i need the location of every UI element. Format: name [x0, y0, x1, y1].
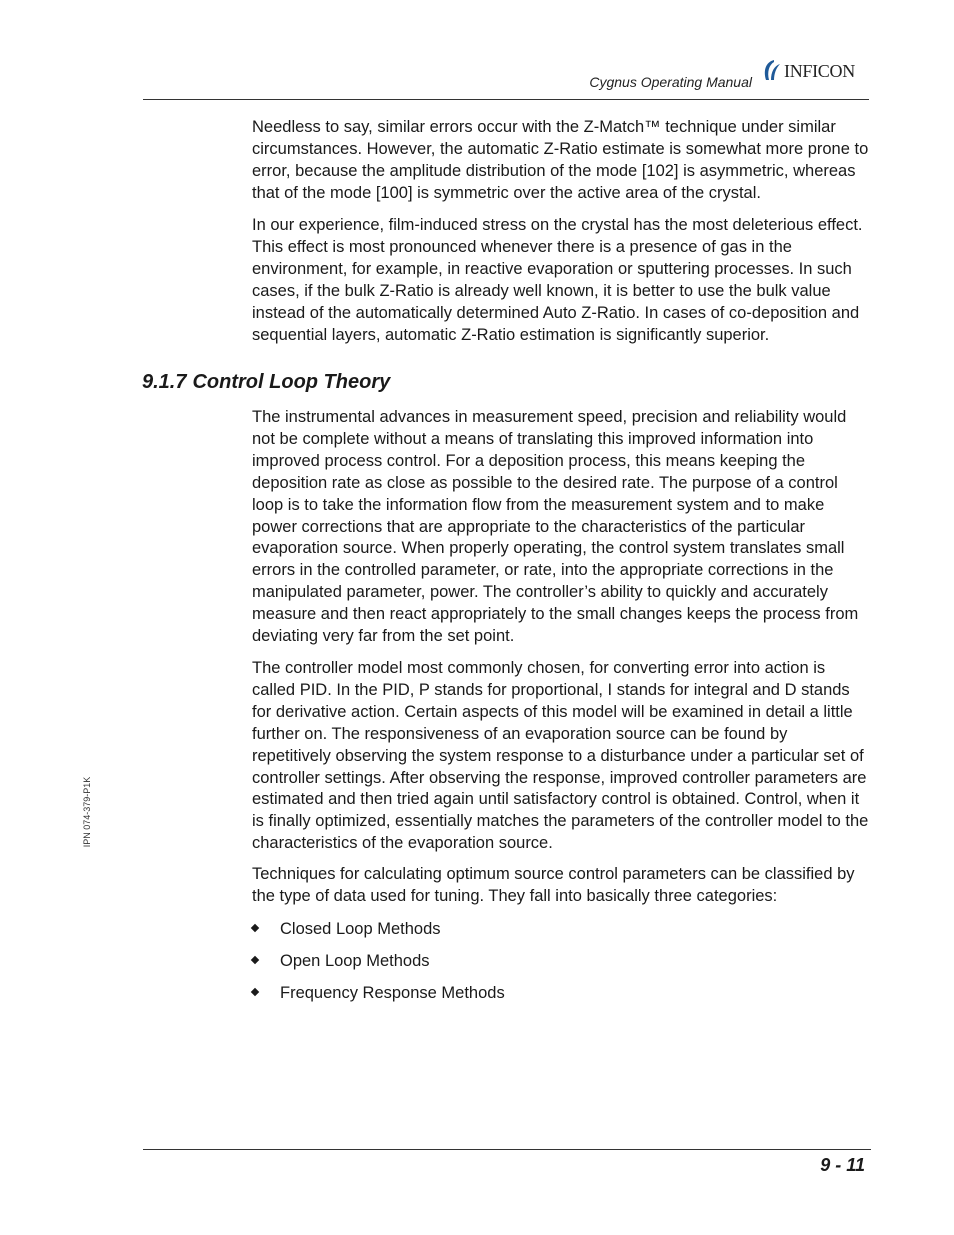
logo-text: INFICON — [784, 61, 855, 81]
diamond-bullet-icon — [251, 956, 259, 964]
diamond-bullet-icon — [251, 988, 259, 996]
paragraph-z-match — [252, 117, 870, 205]
page-number: 9 - 11 — [820, 1155, 865, 1175]
section-heading — [142, 371, 390, 394]
header-manual-title: Cygnus Operating Manual — [589, 74, 752, 90]
list-item-text: Frequency Response Methods — [280, 984, 505, 1002]
paragraph-controller-model — [252, 658, 870, 855]
paragraph-text: The controller model most commonly chosen, for converting error into action is called PID. In the PID, P stands for proportional, I stands for integral and D stands for derivative action. Certain aspects of this model will be examined in detail a little further on. The responsiveness of an evaporation source can be found by repetitively observing the system response to a disturbance under a particular set of controller settings. After observing the response, improved controller parameters are estimated and then tried again until satisfactory control is obtained. Control, when it is finally optimized, essentially matches the parameters of the controller model to the characteristics of the evaporation source. — [252, 659, 869, 853]
footer-divider — [143, 1149, 871, 1150]
section-title: Control Loop Theory — [192, 371, 391, 393]
paragraph-text: Techniques for calculating optimum source control parameters can be classified by the type of data used for tuning. They fall into basically three categories: — [252, 865, 855, 905]
document-part-number: IPN 074-379-P1K — [82, 776, 92, 848]
list-item-text: Closed Loop Methods — [280, 920, 441, 938]
paragraph-text: The instrumental advances in measurement speed, precision and reliability would not be complete without a means of translating this improved information into improved process control. For a deposition process, this means keeping the deposition rate as close as possible to the desired rate. The purpose of a control loop is to take the information flow from the measurement system and to make power corrections that are appropriate to the characteristics of the particular evaporation source. When properly operating, the control system translates small errors in the controlled parameter, or rate, into the appropriate corrections in the manipulated parameter, power. The controller’s ability to quickly and accurately measure and then react appropriately to the small changes keeps the process from deviating very far from the set point. — [252, 408, 859, 646]
list-item-text: Open Loop Methods — [280, 952, 430, 970]
paragraph-techniques — [252, 864, 870, 908]
inficon-logo — [760, 58, 875, 86]
paragraph-text: Needless to say, similar errors occur with the Z-Match™ technique under similar circumstances. However, the automatic Z-Ratio estimate is somewhat more prone to error, because the amplitude distribution of the mode [102] is asymmetric, whereas that of the mode [100] is symmetric over the active area of the crystal. — [252, 118, 869, 202]
diamond-bullet-icon — [251, 924, 259, 932]
paragraph-text: In our experience, film-induced stress on the crystal has the most deleterious effect. This effect is most pronounced whenever there is a presence of gas in the environment, for example, in reactive evaporation or sputtering processes. In such cases, if the bulk Z-Ratio is already well known, it is better to use the bulk value instead of the automatically determined Auto Z-Ratio. In cases of co-deposition and sequential layers, automatic Z-Ratio estimation is significantly superior. — [252, 216, 863, 344]
header-divider — [143, 99, 869, 100]
paragraph-film-stress — [252, 215, 870, 346]
paragraph-instrumental-advances — [252, 407, 870, 648]
inficon-logo-icon — [760, 58, 786, 84]
section-number: 9.1.7 — [142, 371, 187, 393]
